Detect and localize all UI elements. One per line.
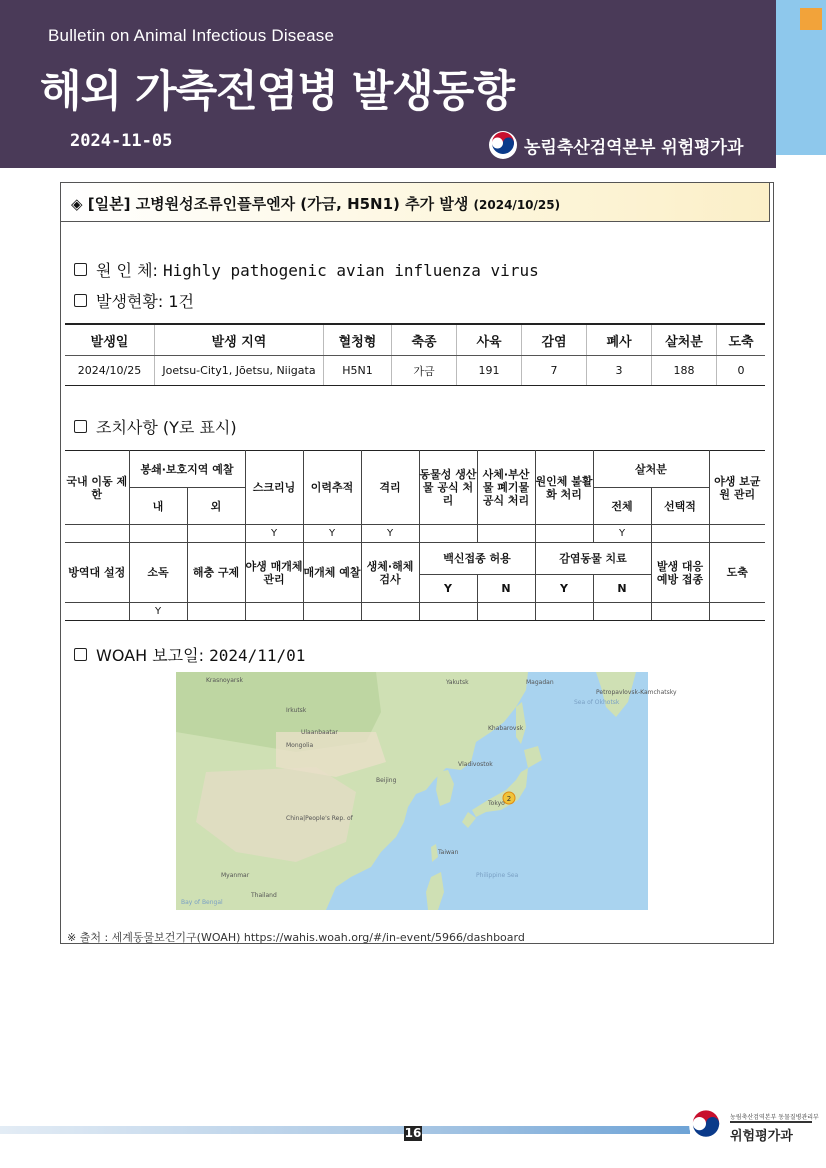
- col-header: 축종: [392, 324, 457, 356]
- org-name: 농림축산검역본부 위험평가과: [524, 137, 744, 158]
- col-header: 격리: [361, 451, 419, 525]
- table-cell: 191: [457, 356, 522, 386]
- table-cell: [535, 603, 593, 621]
- col-header: 국내 이동 제한: [65, 451, 129, 525]
- table-cell: 2024/10/25: [65, 356, 155, 386]
- map-label: Irkutsk: [286, 707, 307, 714]
- outbreak-table: [65, 323, 765, 386]
- status-label: 발생현황:: [96, 292, 164, 311]
- woah-label: WOAH 보고일:: [96, 646, 204, 665]
- checkbox-square-icon: [74, 648, 87, 661]
- table-cell: Y: [129, 603, 187, 621]
- page-number: 16: [404, 1126, 422, 1140]
- map-label: China|People's Rep. of: [286, 815, 353, 822]
- footer-divider: [730, 1121, 812, 1123]
- table-header-row: [65, 324, 765, 356]
- table-cell: [303, 603, 361, 621]
- table-row: [65, 525, 765, 543]
- table-cell: [361, 603, 419, 621]
- col-header: 사체·부산물 폐기물 공식 처리: [477, 451, 535, 525]
- col-header: 폐사: [587, 324, 652, 356]
- outbreak-map: [176, 672, 677, 910]
- table-cell: [709, 525, 765, 543]
- col-header: 사육: [457, 324, 522, 356]
- map-label: Mongolia: [286, 742, 314, 749]
- col-header: 발생 지역: [155, 324, 324, 356]
- col-header: 도축: [709, 543, 765, 603]
- col-header: 야생 매개체 관리: [245, 543, 303, 603]
- source-note: ※ 출처 : 세계동물보건기구(WOAH) https://wahis.woah.org/#/in-event/5966/dashboard: [67, 931, 525, 944]
- table-cell: H5N1: [324, 356, 392, 386]
- table-cell: 188: [652, 356, 717, 386]
- table-header-row: [65, 451, 765, 488]
- table-cell: 0: [717, 356, 766, 386]
- col-header: 봉쇄·보호지역 예찰: [129, 451, 245, 488]
- pathogen-label: 원 인 체:: [96, 261, 158, 280]
- map-label: Beijing: [376, 777, 397, 784]
- col-header: 원인체 불활화 처리: [535, 451, 593, 525]
- table-cell: [709, 603, 765, 621]
- col-header: 스크리닝: [245, 451, 303, 525]
- header-corner-square: [800, 8, 822, 30]
- col-header: 야생 보균원 관리: [709, 451, 765, 525]
- col-header: 이력추적: [303, 451, 361, 525]
- checkbox-square-icon: [74, 420, 87, 433]
- status-value: 1건: [168, 292, 194, 311]
- col-header: 백신접종 허용: [419, 543, 535, 575]
- col-header: 살처분: [652, 324, 717, 356]
- table-cell: Y: [593, 525, 651, 543]
- col-header: 살처분: [593, 451, 709, 488]
- measures-table: [65, 450, 765, 621]
- measures-line: [74, 415, 237, 438]
- col-header: 혈청형: [324, 324, 392, 356]
- table-cell: [419, 525, 477, 543]
- col-header: 발생 대응 예방 접종: [651, 543, 709, 603]
- page-title: 해외 가축전염병 발생동향: [40, 67, 514, 117]
- col-header: Y: [419, 575, 477, 603]
- status-line: [74, 289, 194, 312]
- taegeuk-logo-icon: [688, 1108, 724, 1144]
- map-label: Sea of Okhotsk: [574, 699, 620, 706]
- table-cell: [245, 603, 303, 621]
- pathogen-line: [74, 258, 539, 281]
- table-cell: Y: [245, 525, 303, 543]
- woah-date: 2024/11/01: [209, 646, 306, 665]
- col-header: 동물성 생산물 공식 처리: [419, 451, 477, 525]
- map-label: Yakutsk: [446, 679, 469, 686]
- taegeuk-logo-icon: [488, 130, 518, 160]
- col-header: 생체·해체 검사: [361, 543, 419, 603]
- table-header-row: [65, 543, 765, 575]
- publish-date: 2024-11-05: [70, 131, 173, 151]
- table-cell: 3: [587, 356, 652, 386]
- table-cell: 가금: [392, 356, 457, 386]
- org-block: [488, 130, 743, 160]
- map-graphic: [176, 672, 677, 910]
- col-header: 해충 구제: [187, 543, 245, 603]
- col-header: N: [593, 575, 651, 603]
- col-header: 감염동물 치료: [535, 543, 651, 575]
- pathogen-value: Highly pathogenic avian influenza virus: [163, 261, 539, 280]
- table-cell: [65, 603, 129, 621]
- map-label: Myanmar: [221, 872, 250, 879]
- map-label: Bay of Bengal: [181, 899, 223, 906]
- table-cell: [419, 603, 477, 621]
- checkbox-square-icon: [74, 294, 87, 307]
- table-cell: [535, 525, 593, 543]
- col-header: N: [477, 575, 535, 603]
- table-cell: Y: [303, 525, 361, 543]
- map-label: Philippine Sea: [476, 872, 519, 879]
- map-label: Krasnoyarsk: [206, 677, 243, 684]
- map-label: Ulaanbaatar: [301, 729, 338, 736]
- map-label: Petropavlovsk-Kamchatsky: [596, 689, 677, 696]
- col-header: 선택적: [651, 488, 709, 525]
- col-header: 소독: [129, 543, 187, 603]
- footer-dept: 위험평가과: [730, 1129, 793, 1144]
- table-cell: [477, 603, 535, 621]
- col-header: 전체: [593, 488, 651, 525]
- footer-org: 농림축산검역본부 동물질병관리부: [730, 1114, 819, 1121]
- table-cell: [593, 603, 651, 621]
- section-title: [일본] 고병원성조류인플루엔자 (가금, H5N1) 추가 발생: [87, 195, 469, 213]
- map-marker-count: 2: [506, 795, 512, 803]
- col-header: 방역대 설정: [65, 543, 129, 603]
- woah-line: [74, 643, 305, 666]
- map-label: Taiwan: [438, 849, 459, 856]
- diamond-bullet-icon: ◈: [71, 195, 83, 213]
- table-cell: [651, 603, 709, 621]
- table-cell: [129, 525, 187, 543]
- col-header: 매개체 예찰: [303, 543, 361, 603]
- table-cell: [651, 525, 709, 543]
- col-header: 감염: [522, 324, 587, 356]
- footer-bar: [0, 1126, 690, 1134]
- map-label: Magadan: [526, 679, 554, 686]
- table-row: [65, 603, 765, 621]
- col-header: Y: [535, 575, 593, 603]
- table-row: [65, 356, 765, 386]
- col-header: 외: [187, 488, 245, 525]
- measures-label: 조치사항 (Y로 표시): [96, 418, 237, 437]
- table-cell: [65, 525, 129, 543]
- map-label: Vladivostok: [458, 761, 493, 768]
- col-header: 내: [129, 488, 187, 525]
- table-cell: [187, 603, 245, 621]
- section-title-bar: [60, 182, 770, 222]
- table-cell: 7: [522, 356, 587, 386]
- map-label: Khabarovsk: [488, 725, 524, 732]
- table-cell: Y: [361, 525, 419, 543]
- section-date: (2024/10/25): [473, 198, 561, 212]
- table-cell: [187, 525, 245, 543]
- map-label: Thailand: [251, 892, 277, 899]
- bulletin-label: Bulletin on Animal Infectious Disease: [48, 26, 335, 45]
- table-cell: Joetsu-City1, Jōetsu, Niigata: [155, 356, 324, 386]
- col-header: 도축: [717, 324, 766, 356]
- col-header: 발생일: [65, 324, 155, 356]
- map-label: Tokyo: [488, 800, 505, 807]
- checkbox-square-icon: [74, 263, 87, 276]
- table-cell: [477, 525, 535, 543]
